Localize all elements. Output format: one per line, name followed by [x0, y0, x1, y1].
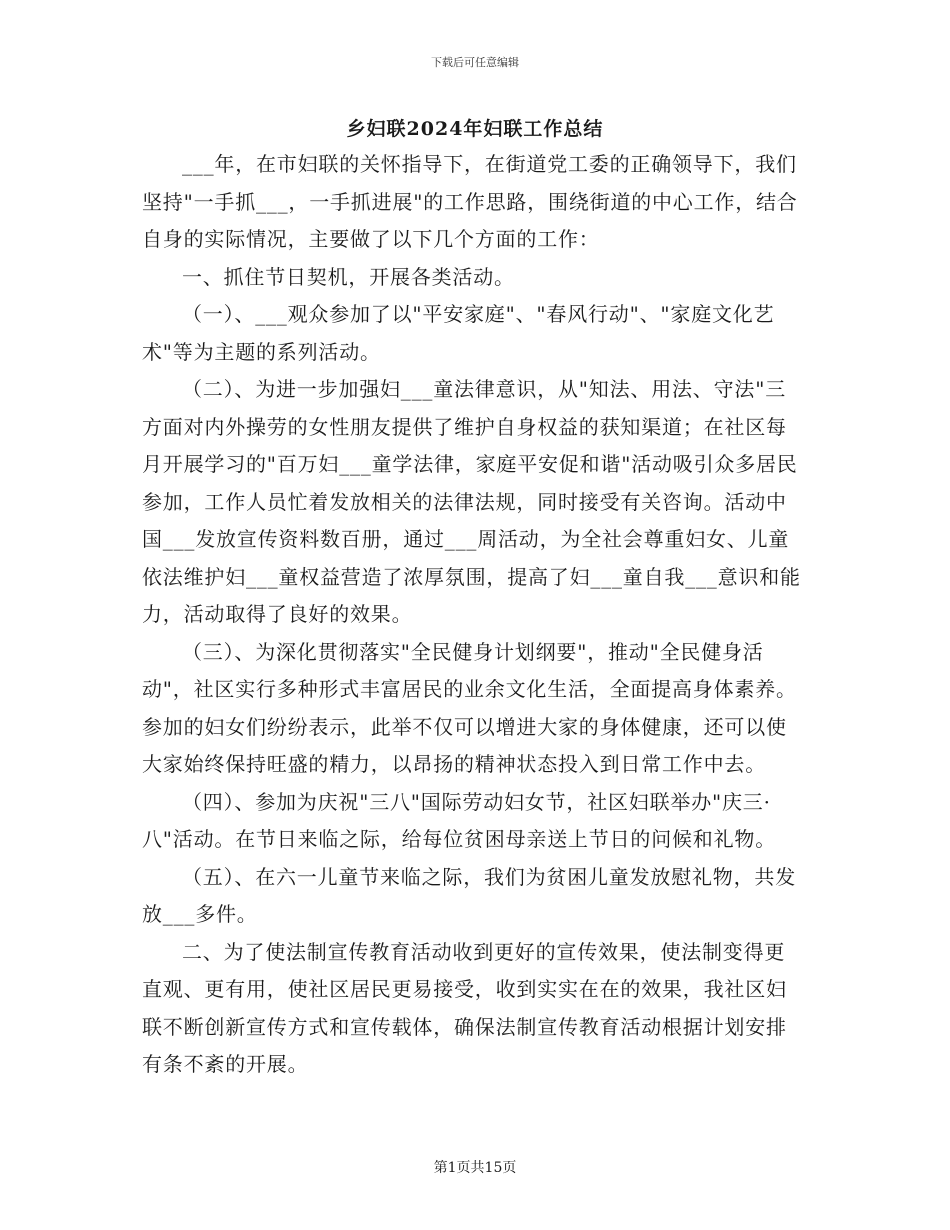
document-title: 乡妇联2024年妇联工作总结: [346, 118, 604, 140]
document-body: [142, 146, 802, 1084]
paragraph-item-1: （一）、___观众参加了以"平安家庭"、"春风行动"、"家庭文化艺术"等为主题的系列活动。: [142, 302, 775, 364]
paragraph-item-2: （二）、为进一步加强妇___童法律意识，从"知法、用法、守法"三方面对内外操劳的女性朋友提供了维护自身权益的获知渠道；在社区每月开展学习的"百万妇___童学法律，家庭平安促和谐"活动吸引众多居民参加，工作人员忙着发放相关的法律法规，同时接受有关咨询。活动中国___发放宣传资料数百册，通过___周活动，为全社会尊重妇女、儿童依法维护妇___童权益营造了浓厚氛围，提高了妇___童自我___意识和能力，活动取得了良好的效果。: [142, 377, 801, 626]
page-number: 第1页共15页: [433, 1160, 517, 1176]
paragraph-intro: ___年，在市妇联的关怀指导下，在街道党工委的正确领导下，我们坚持"一手抓___，一手抓进展"的工作思路，围绕街道的中心工作，结合自身的实际情况，主要做了以下几个方面的工作：: [142, 152, 798, 251]
paragraph-item-4: （四）、参加为庆祝"三八"国际劳动妇女节，社区妇联举办"庆三·八"活动。在节日来临之际，给每位贫困母亲送上节日的问候和礼物。: [142, 789, 776, 851]
paragraph-item-3: （三）、为深化贯彻落实"全民健身计划纲要"，推动"全民健身活动"，社区实行多种形式丰富居民的业余文化生活，全面提高身体素养。参加的妇女们纷纷表示，此举不仅可以增进大家的身体健康，还可以使大家始终保持旺盛的精力，以昂扬的精神状态投入到日常工作中去。: [142, 639, 797, 776]
paragraph-item-5: （五）、在六一儿童节来临之际，我们为贫困儿童发放慰礼物，共发放___多件。: [142, 864, 796, 926]
header-note: 下载后可任意编辑: [431, 56, 519, 69]
paragraph-section-2: 二、为了使法制宣传教育活动收到更好的宣传效果，使法制变得更直观、更有用，使社区居民更易接受，收到实实在在的效果，我社区妇联不断创新宣传方式和宣传载体，确保法制宣传教育活动根据计划安排有条不紊的开展。: [142, 939, 787, 1076]
paragraph-section-1-heading: 一、抓住节日契机，开展各类活动。: [182, 264, 515, 289]
